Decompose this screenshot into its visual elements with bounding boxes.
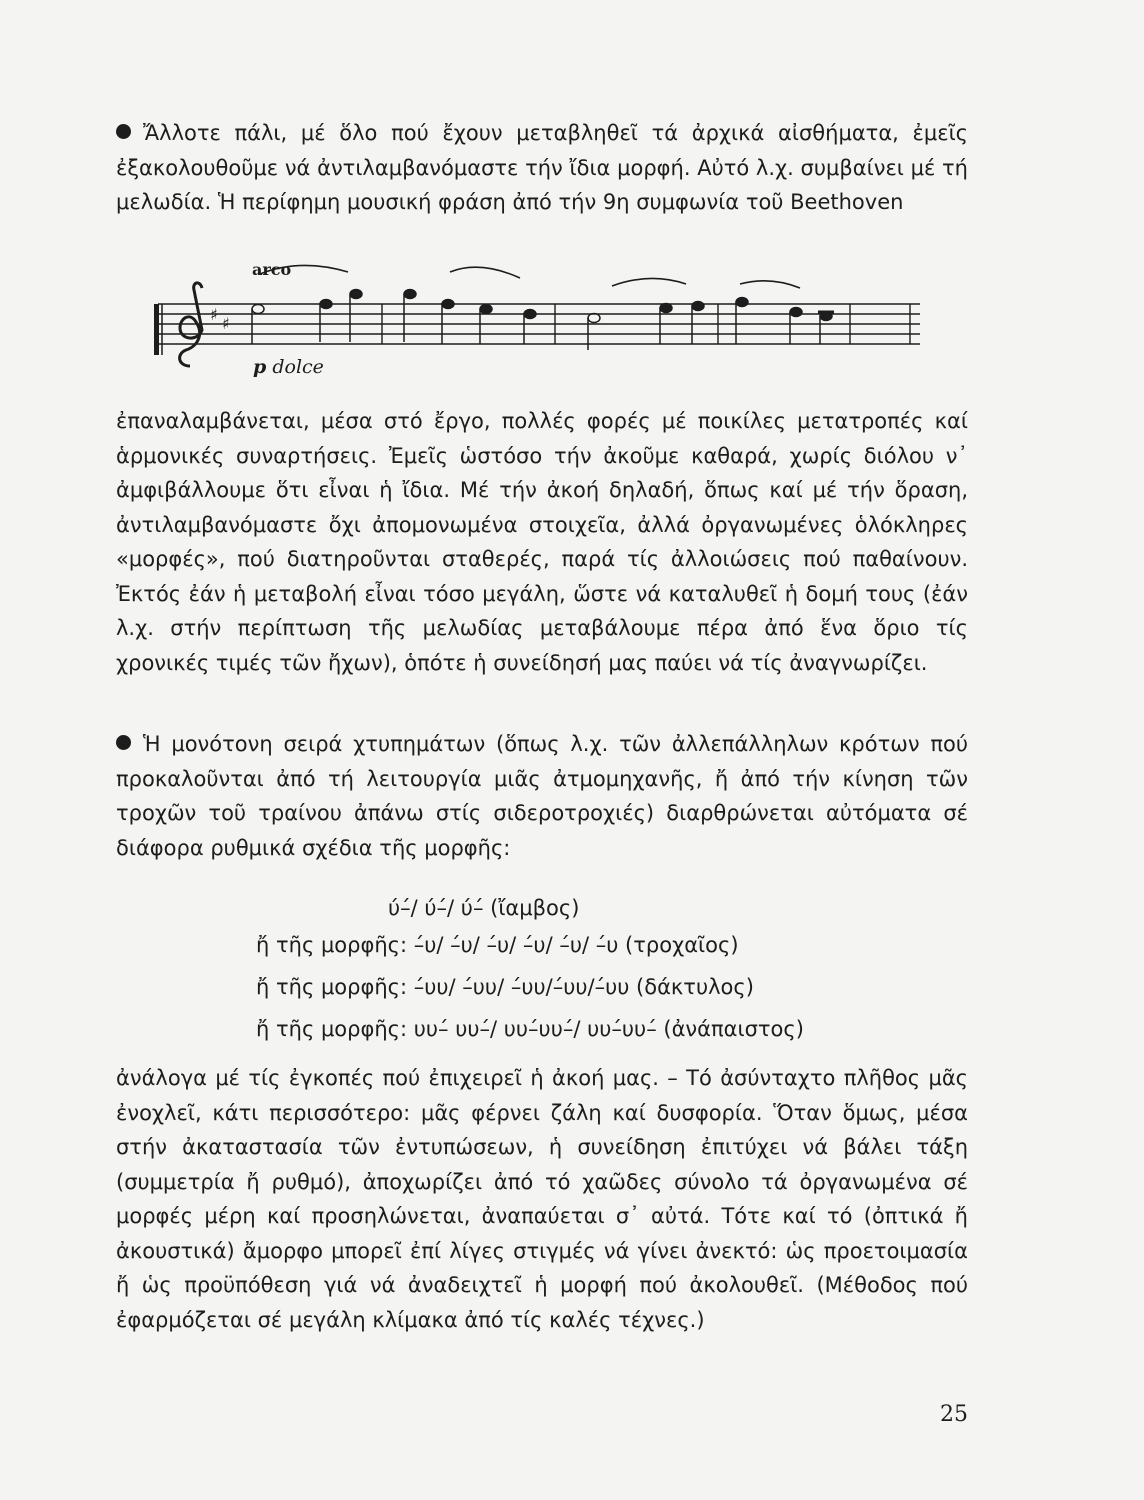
- dynamic-dolce: dolce: [272, 356, 324, 378]
- paragraph-text: Ἡ μονότονη σειρά χτυπημάτων (ὅπως λ.χ. τῶν ἀλλεπάλληλων κρότων πού προκαλοῦνται ἀπό τή λειτουργία μιᾶς ἀτμομηχανῆς, ἤ ἀπό τήν κίνηση τῶν τροχῶν τοῦ τραίνου ἀπάνω στίς σιδεροτροχιές) διαρθρώνεται αὐτόματα σέ διάφορα ρυθμικά σχέδια τῆς μορφῆς:: [116, 732, 968, 860]
- paragraph-beethoven-intro: [116, 116, 968, 220]
- arco-marking: arco: [252, 260, 292, 279]
- meter-iamb: ύ–́/ ύ–́/ ύ–́ (ἴαμβος): [388, 896, 580, 920]
- meter-trochee: ἤ τῆς μορφῆς: –́υ/ –́υ/ –́υ/ –́υ/ –́υ/ –́υ (τροχαῖος): [256, 933, 739, 957]
- paragraph-text: ἐπαναλαμβάνεται, μέσα στό ἔργο, πολλές φορές μέ ποικίλες μετατροπές καί ἁρμονικές συναρτήσεις. Ἐμεῖς ὡστόσο τήν ἀκοῦμε καθαρά, χωρίς διόλου ν᾽ ἀμφιβάλλουμε ὅτι εἶναι ἡ ἴδια. Μέ τήν ἀκοή δηλαδή, ὅπως καί μέ τήν ὅραση, ἀντιλαμβανόμαστε ὄχι ἀπομονωμένα στοιχεῖα, ἀλλά ὀργανωμένες ὁλόκληρες «μορφές», πού διατηροῦνται σταθερές, παρά τίς ἀλλοιώσεις πού παθαίνουν. Ἐκτός ἐάν ἡ μεταβολή εἶναι τόσο μεγάλη, ὥστε νά καταλυθεῖ ἡ δομή τους (ἐάν λ.χ. στήν περίπτωση τῆς μελωδίας μεταβάλουμε πέρα ἀπό ἕνα ὅριο τίς χρονικές τιμές τῶν ἤχων), ὁπότε ἡ συνείδησή μας παύει νά τίς ἀναγνωρίζει.: [116, 409, 968, 675]
- svg-text:♯: ♯: [210, 305, 218, 324]
- meter-anapest: ἤ τῆς μορφῆς: υυ–́ υυ–́/ υυ–́υυ–́/ υυ–́υυ–́ (ἀνάπαιστος): [256, 1017, 804, 1041]
- meter-dactyl: ἤ τῆς μορφῆς: –́υυ/ –́υυ/ –́υυ/–́υυ/–́υυ (δάκτυλος): [256, 975, 754, 999]
- bullet-icon: [116, 124, 131, 139]
- paragraph-forms: [116, 404, 968, 680]
- paragraph-text: Ἄλλοτε πάλι, μέ ὅλο πού ἔχουν μεταβληθεῖ τά ἀρχικά αἰσθήματα, ἐμεῖς ἐξακολουθοῦμε νά ἀντιλαμβανόμαστε τήν ἴδια μορφή. Αὐτό λ.χ. συμβαίνει μέ τή μελωδία. Ἡ περίφημη μουσική φράση ἀπό τήν 9η συμφωνία τοῦ Beethoven: [116, 121, 968, 214]
- dynamic-piano: p: [253, 356, 267, 378]
- bullet-icon: [116, 735, 131, 750]
- paragraph-perception: [116, 1061, 968, 1337]
- paragraph-text: ἀνάλογα μέ τίς ἐγκοπές πού ἐπιχειρεῖ ἡ ἀκοή μας. – Τό ἀσύνταχτο πλῆθος μᾶς ἐνοχλεῖ, κάτι περισσότερο: μᾶς φέρνει ζάλη καί δυσφορία. Ὅταν ὅμως, μέσα στήν ἀκαταστασία τῶν ἐντυπώσεων, ἡ συνείδηση ἐπιτύχει νά βάλει τάξη (συμμετρία ἤ ρυθμό), ἀποχωρίζει ἀπό τό χαῶδες σύνολο τά ὀργανωμένα σέ μορφές μέρη καί προσηλώνεται, ἀναπαύεται σ᾽ αὐτά. Τότε καί τό (ὀπτικά ἤ ἀκουστικά) ἄμορφο μπορεῖ ἐπί λίγες στιγμές νά γίνει ἀνεκτό: ὡς προετοιμασία ἤ ὡς προϋπόθεση γιά νά ἀναδειχτεῖ ἡ μορφή πού ἀκολουθεῖ. (Μέθοδος πού ἐφαρμόζεται σέ μεγάλη κλίμακα ἀπό τίς καλές τέχνες.): [116, 1066, 968, 1332]
- page-number: 25: [940, 1402, 968, 1427]
- svg-text:♯: ♯: [222, 314, 230, 333]
- paragraph-rhythm: [116, 727, 968, 865]
- dynamic-marking: [253, 356, 324, 378]
